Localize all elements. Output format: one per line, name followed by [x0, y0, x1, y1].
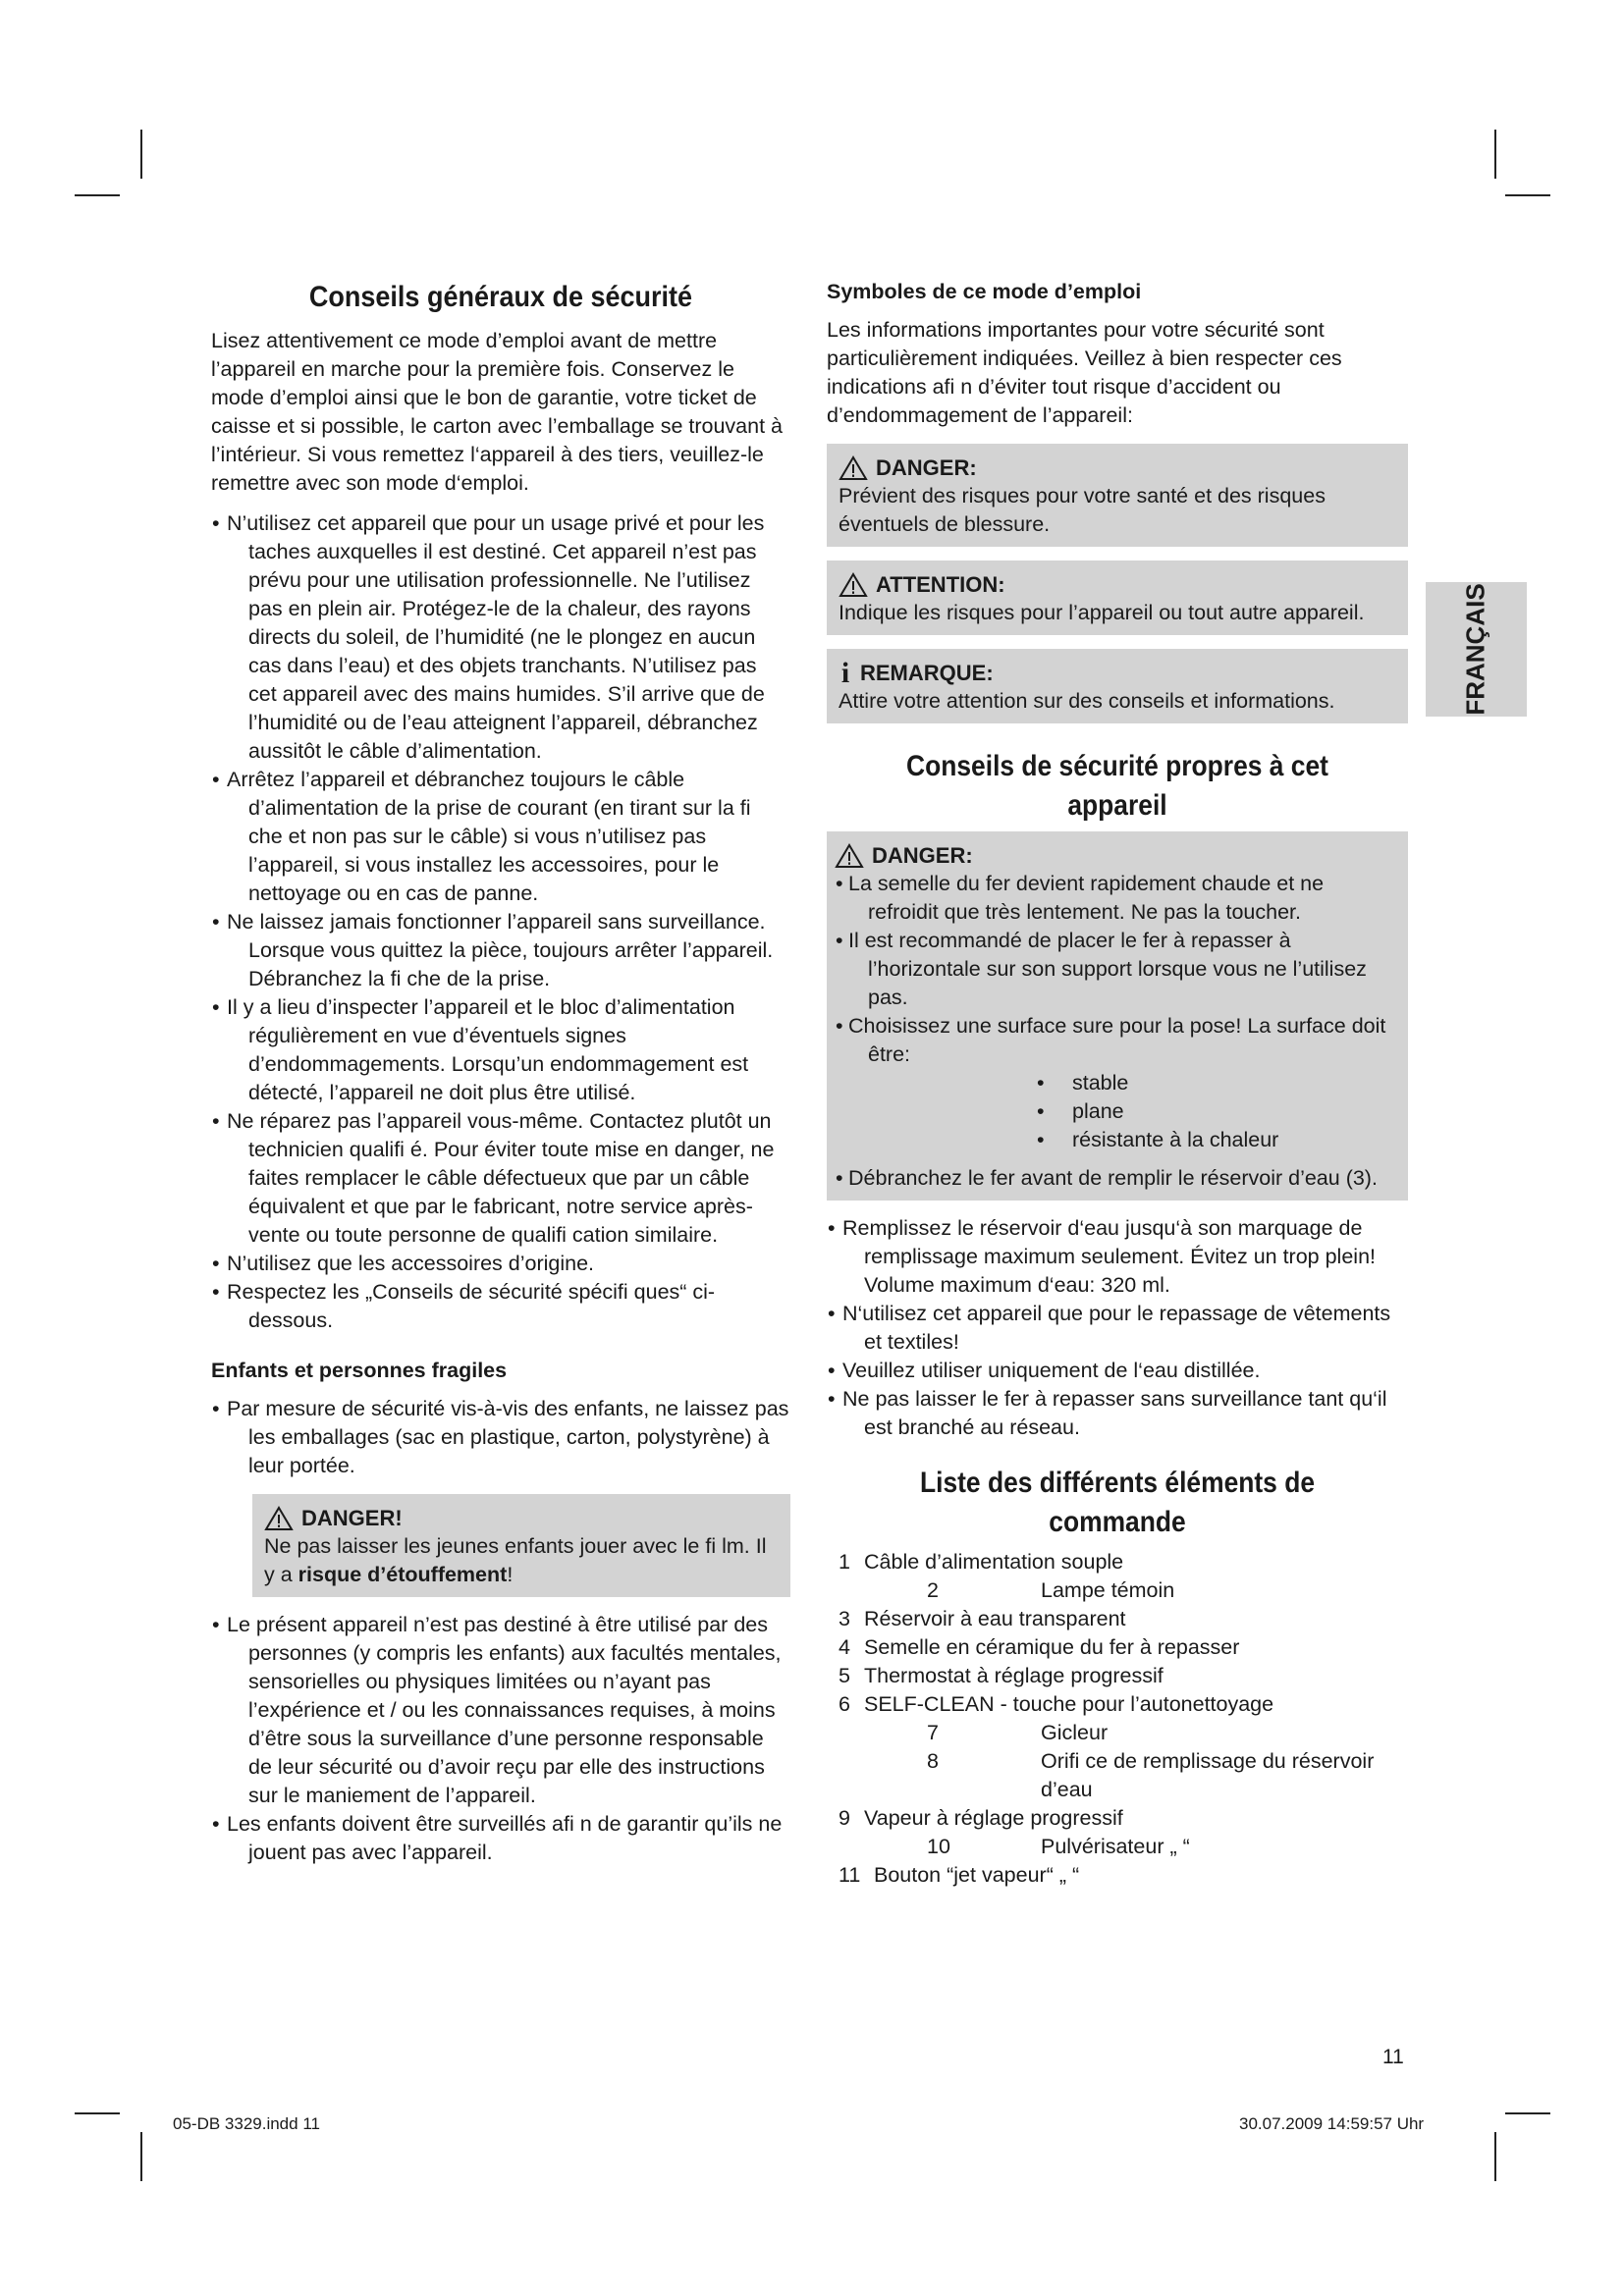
control-number: 1 — [839, 1550, 850, 1574]
attention-symbol-title — [839, 570, 1396, 599]
list-item: • N‘utilisez cet appareil que pour le repassage de vêtements et textiles! — [827, 1300, 1408, 1357]
danger-text: Ne pas laisser les jeunes enfants jouer avec le fi lm. Il y a — [264, 1534, 767, 1586]
control-number: 5 — [839, 1664, 850, 1687]
page-number: 11 — [1382, 2046, 1404, 2068]
control-label: Thermostat à réglage progressif — [864, 1664, 1164, 1687]
children-danger-box — [252, 1494, 790, 1597]
specific-danger-box — [827, 831, 1408, 1201]
children-section-title: Enfants et personnes fragiles — [211, 1359, 508, 1382]
control-label: Vapeur à réglage progressif — [864, 1806, 1123, 1830]
list-item: • N’utilisez que les accessoires d’origine. — [211, 1250, 790, 1278]
danger-label: DANGER! — [301, 1506, 403, 1530]
control-number: 8 — [927, 1749, 939, 1773]
danger-text-end: ! — [507, 1563, 514, 1586]
footer-timestamp: 30.07.2009 14:59:57 Uhr — [1239, 2114, 1425, 2133]
symbols-intro: Les informations importantes pour votre sécurité sont particulièrement indiquées. Veillez à bien respecter ces indications afi n d’éviter tout risque d’accident ou d’endommagement de l’appareil: — [827, 318, 1342, 427]
danger-symbol-text: Prévient des risques pour votre santé et des risques éventuels de blessure. — [839, 484, 1326, 536]
control-label: Semelle en céramique du fer à repasser — [864, 1635, 1240, 1659]
controls-title: Liste des différents éléments de commande — [920, 1467, 1315, 1538]
crop-mark — [75, 194, 120, 196]
list-item: • Ne laissez jamais fonctionner l’appareil sans surveillance. Lorsque vous quittez la pièce, toujours arrêter l’appareil. Débranchez la fi che de la prise. — [211, 908, 790, 993]
list-item: • La semelle du fer devient rapidement chaude et ne refroidit que très lentement. Ne pas la toucher. — [835, 870, 1396, 927]
footer-filename: 05-DB 3329.indd 11 — [173, 2114, 320, 2133]
specific-safety-title: Conseils de sécurité propres à cet appareil — [906, 750, 1328, 822]
warning-triangle-icon — [264, 1506, 294, 1531]
list-item — [839, 1662, 1408, 1690]
crop-mark — [140, 130, 142, 179]
control-label: Pulvérisateur „ “ — [1041, 1835, 1190, 1858]
list-item — [839, 1747, 1408, 1804]
children-list-2 — [211, 1611, 790, 1867]
control-number: 2 — [927, 1578, 939, 1602]
list-item: • Il y a lieu d’inspecter l’appareil et le bloc d’alimentation régulièrement en vue d’éventuels signes d’endommagements. Lorsqu’un endommagement est détecté, l’appareil ne doit plus être utilisé. — [211, 993, 790, 1107]
danger-text-bold: risque d’étouffement — [298, 1563, 508, 1586]
crop-mark — [1494, 2132, 1496, 2181]
control-number: 4 — [839, 1635, 850, 1659]
specific-danger-list-end — [835, 1164, 1396, 1193]
crop-mark — [75, 2112, 120, 2114]
remarque-symbol-text: Attire votre attention sur des conseils et informations. — [839, 689, 1335, 713]
list-item — [839, 1804, 1408, 1833]
children-list — [211, 1395, 790, 1480]
control-number: 10 — [927, 1835, 950, 1858]
list-item — [839, 1833, 1408, 1861]
left-column — [211, 278, 790, 1877]
list-item: • Veuillez utiliser uniquement de l‘eau distillée. — [827, 1357, 1408, 1385]
specific-danger-label: DANGER: — [872, 843, 973, 868]
crop-mark — [1505, 2112, 1550, 2114]
general-safety-list — [211, 509, 790, 1335]
list-item: • Choisissez une surface sure pour la pose! La surface doit être: — [835, 1012, 1396, 1069]
list-item: • résistante à la chaleur — [1037, 1126, 1396, 1154]
attention-symbol-label: ATTENTION: — [876, 572, 1005, 597]
list-item — [839, 1690, 1408, 1719]
control-number: 7 — [927, 1721, 939, 1744]
list-item: • Remplissez le réservoir d‘eau jusqu‘à son marquage de remplissage maximum seulement. Évitez un trop plein! Volume maximum d‘eau: 320 ml. — [827, 1214, 1408, 1300]
list-item: • N’utilisez cet appareil que pour un usage privé et pour les taches auxquelles il est destiné. Cet appareil n’est pas prévu pour une utilisation professionnelle. Ne l’utilisez pas en plein air. Protégez-le de la chaleur, des rayons directs du soleil, de l’humidité (ne le plongez en aucun cas dans l’eau) et des objets tranchants. N’utilisez pas cet appareil avec des mains humides. S’il arrive que de l’humidité ou de l’eau atteignent l’appareil, débranchez aussitôt le câble d’alimentation. — [211, 509, 790, 766]
danger-symbol-title — [839, 454, 1396, 482]
specific-danger-list — [835, 870, 1396, 1069]
right-column — [827, 278, 1408, 1890]
list-item: • Arrêtez l’appareil et débranchez toujours le câble d’alimentation de la prise de courant (en tirant sur la fi che et non pas sur le câble) si vous n’utilisez pas l’appareil, si vous installez les accessoires, pour le nettoyage ou en cas de panne. — [211, 766, 790, 908]
crop-mark — [140, 2132, 142, 2181]
language-tab — [1426, 582, 1527, 717]
list-item — [839, 1861, 1408, 1890]
control-label: Réservoir à eau transparent — [864, 1607, 1126, 1630]
list-item: • plane — [1037, 1097, 1396, 1126]
control-number: 9 — [839, 1806, 850, 1830]
list-item: • Ne pas laisser le fer à repasser sans surveillance tant qu‘il est branché au réseau. — [827, 1385, 1408, 1442]
control-label: Lampe témoin — [1041, 1578, 1175, 1602]
list-item — [839, 1576, 1408, 1605]
crop-mark — [1505, 194, 1550, 196]
general-safety-title: Conseils généraux de sécurité — [308, 281, 693, 313]
control-number: 3 — [839, 1607, 850, 1630]
remarque-symbol-label: REMARQUE: — [860, 661, 994, 685]
general-safety-intro: Lisez attentivement ce mode d’emploi avant de mettre l’appareil en marche pour la première fois. Conservez le mode d’emploi ainsi que le bon de garantie, votre ticket de caisse et si possible, le carton avec l’emballage se trouvant à l’intérieur. Si vous remettez l‘appareil à des tiers, veuillez-le remettre avec son mode d‘emploi. — [211, 329, 784, 495]
warning-triangle-icon — [839, 455, 868, 481]
symbols-title: Symboles de ce mode d’emploi — [827, 280, 1142, 303]
remarque-symbol-box — [827, 649, 1408, 723]
control-label: Orifi ce de remplissage du réservoir d’eau — [1041, 1749, 1375, 1801]
list-item — [839, 1605, 1408, 1633]
list-item: • Il est recommandé de placer le fer à repasser à l’horizontale sur son support lorsque vous ne l’utilisez pas. — [835, 927, 1396, 1012]
warning-triangle-icon — [839, 572, 868, 598]
attention-symbol-box — [827, 561, 1408, 635]
remarque-symbol-title — [839, 656, 1396, 689]
danger-box-title — [264, 1504, 779, 1532]
warning-triangle-icon — [835, 843, 864, 869]
crop-mark — [1494, 130, 1496, 179]
info-icon: i — [840, 656, 850, 689]
specific-safety-list — [827, 1214, 1408, 1442]
list-item: • Par mesure de sécurité vis-à-vis des enfants, ne laissez pas les emballages (sac en plastique, carton, polystyrène) à leur portée. — [211, 1395, 790, 1480]
list-item: • Ne réparez pas l’appareil vous-même. Contactez plutôt un technicien qualifi é. Pour éviter toute mise en danger, ne faites remplacer le câble défectueux que par un câble équivalent et que par le fabricant, notre service après-vente ou toute personne de qualifi cation similaire. — [211, 1107, 790, 1250]
specific-danger-title — [835, 841, 1396, 870]
attention-symbol-text: Indique les risques pour l’appareil ou tout autre appareil. — [839, 601, 1365, 624]
control-number: 11 — [839, 1863, 861, 1887]
control-label: Gicleur — [1041, 1721, 1109, 1744]
control-label: Câble d’alimentation souple — [864, 1550, 1124, 1574]
control-number: 6 — [839, 1692, 850, 1716]
list-item: • Respectez les „Conseils de sécurité spécifi ques“ ci-dessous. — [211, 1278, 790, 1335]
control-label: Bouton “jet vapeur“ „ “ — [874, 1863, 1080, 1887]
language-tab-label: FRANÇAIS — [1461, 583, 1490, 716]
control-label: SELF-CLEAN - touche pour l’autonettoyage — [864, 1692, 1274, 1716]
danger-symbol-box — [827, 444, 1408, 547]
list-item — [839, 1719, 1408, 1747]
list-item: • stable — [1037, 1069, 1396, 1097]
danger-box-text — [264, 1532, 779, 1589]
danger-symbol-label: DANGER: — [876, 455, 977, 480]
list-item — [839, 1548, 1408, 1576]
list-item: • Débranchez le fer avant de remplir le réservoir d’eau (3). — [835, 1164, 1396, 1193]
list-item: • Le présent appareil n’est pas destiné à être utilisé par des personnes (y compris les enfants) aux facultés mentales, sensorielles ou physiques limitées ou n’ayant pas l’expérience et / ou les connaissances requises, à moins d’être sous la surveillance d’une personne responsable de leur sécurité ou d’avoir reçu par elle des instructions sur le maniement de l’appareil. — [211, 1611, 790, 1810]
surface-list — [835, 1069, 1396, 1154]
controls-list — [827, 1548, 1408, 1890]
list-item — [839, 1633, 1408, 1662]
list-item: • Les enfants doivent être surveillés afi n de garantir qu’ils ne jouent pas avec l’appareil. — [211, 1810, 790, 1867]
